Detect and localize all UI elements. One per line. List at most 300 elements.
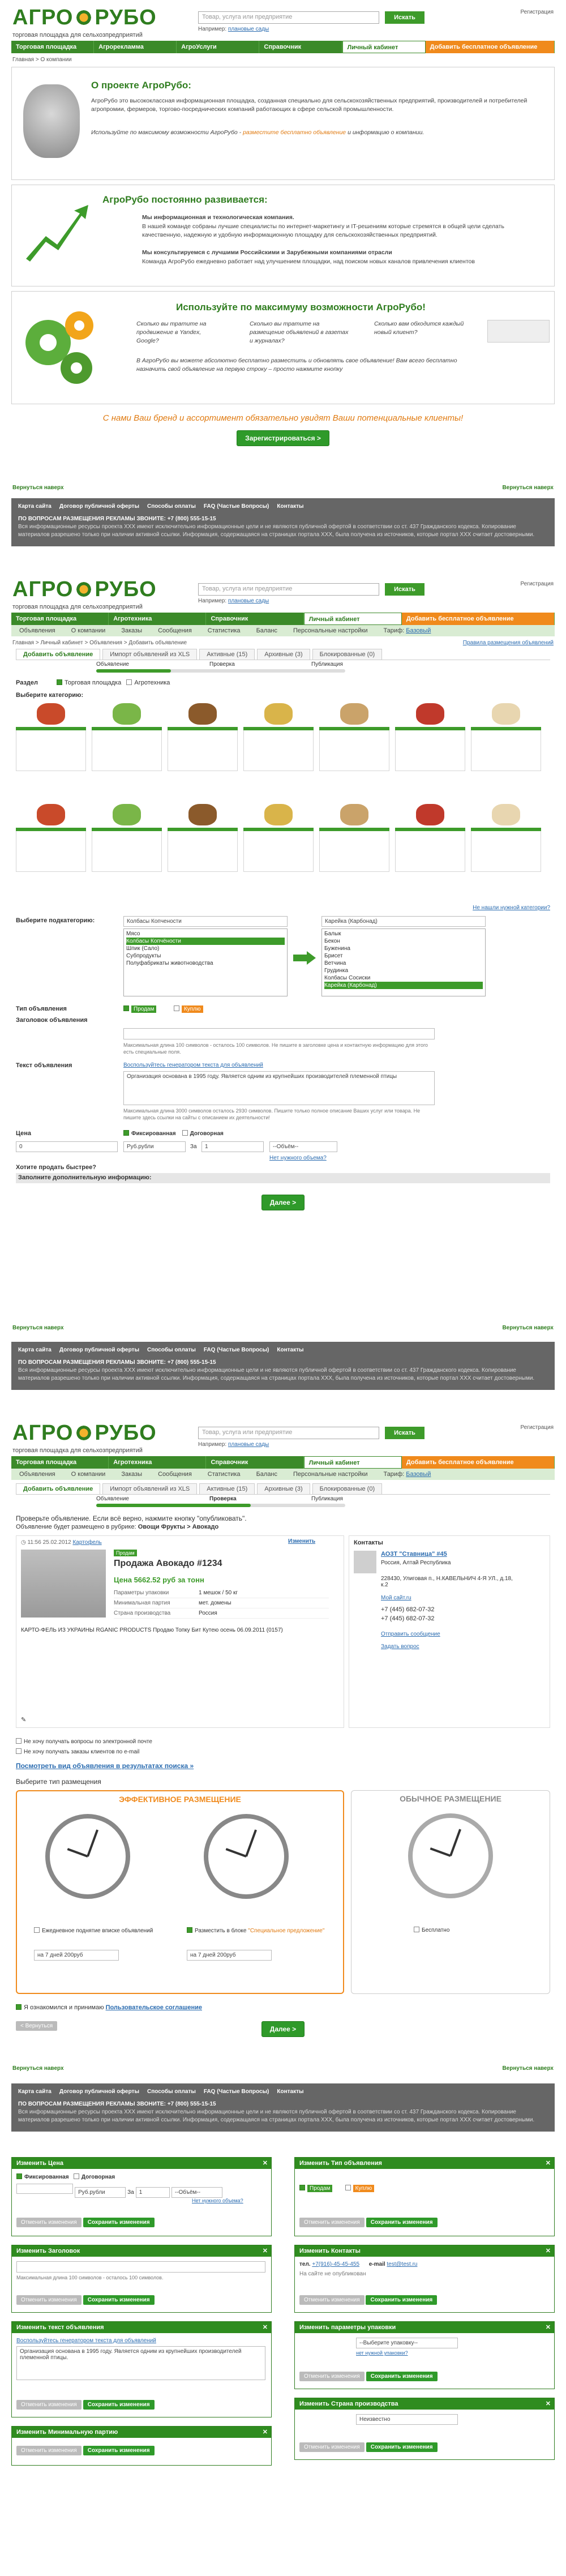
modal-country: Изменить Страна производства ✕ Неизвестно Отменить изменения Сохранить изменения xyxy=(294,2398,555,2460)
opt-daily-raise-check[interactable] xyxy=(34,1927,40,1933)
subcategory-item[interactable]: Буженина xyxy=(324,945,350,952)
tab-blocked[interactable]: Блокированные (0) xyxy=(312,1483,382,1494)
back-to-top-left[interactable]: Вернуться наверх xyxy=(12,485,64,491)
footer-payment[interactable]: Способы оплаты xyxy=(147,2089,196,2095)
category-6[interactable] xyxy=(395,703,465,771)
alarm-clock-icon xyxy=(204,1814,289,1899)
effective-title: ЭФФЕКТИВНОЕ РАЗМЕЩЕНИЕ xyxy=(119,1795,241,1804)
question-3: Сколько вам обходится каждый новый клиент? xyxy=(374,320,464,336)
logo[interactable]: АГРО РУБО xyxy=(12,1421,157,1445)
register-link[interactable]: Регистрация xyxy=(520,1424,554,1431)
tab-active[interactable]: Активные (15) xyxy=(199,649,255,660)
subcategory-item[interactable]: Бекон xyxy=(324,938,340,944)
footer-faq[interactable]: FAQ (Частые Вопросы) xyxy=(203,1347,269,1353)
nav-directory[interactable]: Справочник xyxy=(206,1456,303,1469)
category-7[interactable] xyxy=(471,703,541,771)
opt-no-email-q: Не хочу получать вопросы по электронной почте xyxy=(16,1738,152,1745)
tab-archive[interactable]: Архивные (3) xyxy=(257,1483,310,1494)
rubric-line: Объявление будет размещено в рубрике: Овощи Фрукты > Авокадо xyxy=(16,1524,219,1530)
ad-title: Продажа Авокадо #1234 xyxy=(114,1559,222,1568)
unit-link[interactable]: Нет нужного объема? xyxy=(269,1155,327,1161)
cancel-button[interactable]: Отменить изменения xyxy=(16,2295,82,2305)
back-to-top-left[interactable]: Вернуться наверх xyxy=(12,1325,64,1331)
ad-preview xyxy=(16,1535,344,1728)
title-note: Максимальная длина 100 символов - осталось 100 символов. xyxy=(16,2275,164,2280)
add-ad-page xyxy=(0,572,566,1410)
about-text: АгроРубо это высококлассная информационная площадка, созданная специально для сельскохозяйственных предприятий, производителей и потребителей агропромии, фермеров, торгово-посреднических компаний работающих в сфере сельской промышленности. xyxy=(91,97,528,113)
develop-t2: Команда АгроРубо ежедневно работает над улучшением площадки, над поиском новых каналов привлечения клиентов xyxy=(142,258,475,265)
category-list xyxy=(16,831,86,872)
price-fixed-check[interactable] xyxy=(123,1130,129,1136)
footer-offer[interactable]: Договор публичной оферты xyxy=(59,1347,139,1353)
email-value[interactable]: test@test.ru xyxy=(387,2261,418,2267)
sub-stats[interactable]: Статистика xyxy=(207,1471,241,1478)
unit-select[interactable]: --Объём-- xyxy=(171,2187,222,2198)
close-icon[interactable]: ✕ xyxy=(545,2160,551,2167)
next-button[interactable]: Далее > xyxy=(261,1195,305,1210)
search-button[interactable]: Искать xyxy=(385,583,424,596)
footer-payment[interactable]: Способы оплаты xyxy=(147,503,196,510)
footer xyxy=(11,2083,555,2132)
footer-offer[interactable]: Договор публичной оферты xyxy=(59,2089,139,2095)
subcategory-item[interactable]: Брисет xyxy=(324,953,343,959)
sub-orders[interactable]: Заказы xyxy=(121,627,143,634)
ordinary-title: ОБЫЧНОЕ РАЗМЕЩЕНИЕ xyxy=(400,1794,501,1803)
category-image xyxy=(113,703,141,725)
sub-tariff: Тариф: Базовый xyxy=(383,627,431,634)
pack-select[interactable]: --Выберите упаковку-- xyxy=(356,2338,458,2348)
close-icon[interactable]: ✕ xyxy=(545,2324,551,2331)
ad-photo xyxy=(21,1550,106,1618)
title-input[interactable] xyxy=(123,1028,435,1039)
category-4[interactable] xyxy=(243,804,314,872)
footer-sitemap[interactable]: Карта сайта xyxy=(18,2089,52,2095)
cancel-button[interactable]: Отменить изменения xyxy=(299,2295,365,2305)
tel-value[interactable]: +7(916)-45-45-455 xyxy=(312,2261,360,2267)
rules-link[interactable]: Правила размещения объявлений xyxy=(462,640,554,646)
category-list xyxy=(319,730,389,771)
category-list xyxy=(471,730,541,771)
category-4[interactable] xyxy=(243,703,314,771)
ad-tabs xyxy=(16,649,550,660)
tagline: торговая площадка для сельхозпредприятий xyxy=(12,32,143,38)
sub-balance[interactable]: Баланс xyxy=(256,627,278,634)
cancel-button[interactable]: Отменить изменения xyxy=(16,2218,82,2227)
back-to-top-right[interactable]: Вернуться наверх xyxy=(502,1325,554,1331)
footer-contacts[interactable]: Контакты xyxy=(277,503,304,510)
nav-directory[interactable]: Справочник xyxy=(206,613,303,625)
section-trade-check[interactable] xyxy=(57,679,62,685)
category-7[interactable] xyxy=(471,804,541,872)
cancel-button[interactable]: Отменить изменения xyxy=(299,2442,365,2452)
sun-icon xyxy=(75,581,92,598)
sub-balance[interactable]: Баланс xyxy=(256,1471,278,1478)
cancel-button[interactable]: Отменить изменения xyxy=(299,2218,365,2227)
search-input[interactable]: Товар, услуга или предприятие xyxy=(198,583,379,596)
footer-faq[interactable]: FAQ (Частые Вопросы) xyxy=(203,2089,269,2095)
next-button[interactable]: Далее > xyxy=(261,2021,305,2037)
section-agrotech-check[interactable] xyxy=(126,679,132,685)
tab-add[interactable]: Добавить объявление xyxy=(16,1483,100,1494)
category-6[interactable] xyxy=(395,804,465,872)
tagline: торговая площадка для сельхозпредприятий xyxy=(12,604,143,610)
develop-h2: Мы консультируемся с лучшими Российскими и Зарубежными компаниями отрасли xyxy=(142,249,392,256)
tab-archive[interactable]: Архивные (3) xyxy=(257,649,310,660)
alarm-clock-icon xyxy=(408,1813,493,1898)
tariff-link[interactable]: Базовый xyxy=(406,1471,431,1478)
per-label: За xyxy=(190,1144,197,1150)
unit-select[interactable]: --Объём-- xyxy=(269,1141,337,1152)
no-volume-link[interactable]: Нет нужного объема? xyxy=(192,2198,243,2203)
back-to-top-right[interactable]: Вернуться наверх xyxy=(502,485,554,491)
subcategory-item[interactable]: Шпик (Сало) xyxy=(126,945,160,952)
title-label: Заголовок объявления xyxy=(16,1017,88,1024)
ad-params xyxy=(114,1588,329,1619)
buy-check[interactable] xyxy=(345,2185,351,2190)
ad-tabs xyxy=(16,1483,550,1495)
sub-messages[interactable]: Сообщения xyxy=(158,1471,192,1478)
back-to-top-right[interactable]: Вернуться наверх xyxy=(502,2065,554,2072)
price-options: Фиксированная Договорная xyxy=(123,1130,224,1137)
currency-select[interactable]: Руб.рубли xyxy=(75,2187,126,2198)
search-input[interactable]: Товар, услуга или предприятие xyxy=(198,1427,379,1439)
modal-text: Изменить текст объявления ✕ Воспользуйтесь генератором текста для объявлений Организация основана в 1995 году. Является одним из крупнейших производителей племенной птицы. Отменить изменения Сохранить изменения xyxy=(11,2321,272,2417)
opt-no-email-q-check[interactable] xyxy=(16,1738,22,1744)
nav-trade[interactable]: Торговая площадка xyxy=(11,613,109,625)
search-example: Например: плановые сады xyxy=(198,598,269,604)
tel-1: +7 (445) 682-07-32 xyxy=(381,1606,435,1613)
effective-placement-box xyxy=(16,1790,344,1994)
nav-agrotech[interactable]: Агротехника xyxy=(109,613,206,625)
country-select[interactable]: Неизвестно xyxy=(356,2414,458,2425)
tab-blocked[interactable]: Блокированные (0) xyxy=(312,649,382,660)
close-icon[interactable]: ✕ xyxy=(262,2160,268,2167)
subcategory-item[interactable]: Субпродукты xyxy=(126,953,161,959)
sub-ads[interactable]: Объявления xyxy=(19,1471,55,1478)
category-image xyxy=(492,703,520,725)
type-buy-check[interactable] xyxy=(174,1005,179,1011)
save-button[interactable]: Сохранить изменения xyxy=(83,2218,155,2227)
fixed-check[interactable] xyxy=(16,2173,22,2179)
footer-sitemap[interactable]: Карта сайта xyxy=(18,503,52,510)
text-area[interactable]: Организация основана в 1995 году. Является одним из крупнейших производителей племенной птицы. xyxy=(16,2346,265,2380)
category-list xyxy=(92,831,162,872)
sub-messages[interactable]: Сообщения xyxy=(158,627,192,634)
modal-type: Изменить Тип объявления ✕ Продам Куплю Отменить изменения Сохранить изменения xyxy=(294,2157,555,2236)
agree-line: Я ознакомился и принимаю Пользовательское соглашение xyxy=(16,2004,202,2011)
nav-trade[interactable]: Торговая площадка xyxy=(11,41,94,53)
category-list xyxy=(16,730,86,771)
contacts-panel xyxy=(349,1535,550,1728)
slogan: С нами Ваш бренд и ассортимент обязательно увидят Ваши потенциальные клиенты! xyxy=(102,413,464,423)
nav-agroreklama[interactable]: Агрорекламма xyxy=(94,41,177,53)
back-to-top-left[interactable]: Вернуться наверх xyxy=(12,2065,64,2072)
search-input[interactable]: Товар, услуга или предприятие xyxy=(198,11,379,24)
edit-pencil-icon[interactable]: ✎ xyxy=(21,1717,27,1723)
modal-contacts: Изменить Контакты ✕ тел. +7(916)-45-45-455 e-mail test@test.ru На сайте не опубликован Отменить изменения Сохранить изменения xyxy=(294,2245,555,2313)
opt-no-email-orders: Не хочу получать заказы клиентов по e-mail xyxy=(16,1748,139,1755)
category-1[interactable] xyxy=(16,703,86,771)
progress-steps xyxy=(96,1496,345,1501)
nav-add-ad[interactable]: Добавить бесплатное объявление xyxy=(426,41,555,53)
subcategory-left-select[interactable]: Колбасы Копчености xyxy=(123,916,288,927)
title-input[interactable] xyxy=(16,2261,265,2273)
close-icon[interactable]: ✕ xyxy=(262,2248,268,2254)
opt-free-check[interactable] xyxy=(414,1927,419,1932)
subcategory-item[interactable]: Карейка (Карбонад) xyxy=(324,982,483,989)
ask-question-link[interactable]: Задать вопрос xyxy=(381,1644,419,1650)
close-icon[interactable]: ✕ xyxy=(545,2400,551,2407)
main-nav xyxy=(11,613,555,625)
cancel-button[interactable]: Отменить изменения xyxy=(16,2400,82,2410)
category-list xyxy=(243,730,314,771)
price-input[interactable] xyxy=(16,2184,73,2194)
save-button[interactable]: Сохранить изменения xyxy=(366,2442,438,2452)
tab-import[interactable]: Импорт объявлений из XLS xyxy=(102,1483,197,1494)
subcategory-item[interactable]: Колбасы Сосиски xyxy=(324,975,371,981)
text-area[interactable]: Организация основана в 1995 году. Является одним из крупнейших производителей племенной птицы xyxy=(123,1071,435,1105)
category-5[interactable] xyxy=(319,703,389,771)
qty-input[interactable]: 1 xyxy=(136,2187,170,2198)
sub-company[interactable]: О компании xyxy=(71,1471,106,1478)
donkey-image xyxy=(23,84,80,158)
category-2[interactable] xyxy=(92,703,162,771)
footer-faq[interactable]: FAQ (Частые Вопросы) xyxy=(203,503,269,510)
footer-phone: ПО ВОПРОСАМ РАЗМЕЩЕНИЯ РЕКЛАМЫ ЗВОНИТЕ: +7 (800) 555-15-15 xyxy=(18,1359,216,1366)
nav-agroservices[interactable]: АгроУслуги xyxy=(177,41,259,53)
category-3[interactable] xyxy=(168,804,238,872)
main-nav xyxy=(11,41,555,53)
register-link[interactable]: Регистрация xyxy=(520,9,554,15)
subcategory-item[interactable]: Грудинка xyxy=(324,968,349,974)
about-page xyxy=(0,0,566,566)
category-image xyxy=(37,703,65,725)
opt-special-block-check[interactable] xyxy=(187,1927,192,1933)
company-address: 228430, Улиговая п., Н.КАВЕЛЬНИЧ 4-Я УЛ., д.18, к.2 xyxy=(381,1576,513,1588)
search-example: Например: плановые сады xyxy=(198,26,269,32)
price-input[interactable]: 0 xyxy=(16,1141,118,1152)
main-nav xyxy=(11,1456,555,1469)
question-2: Сколько вы тратите на размещение объявлений в газетах и журналах? xyxy=(250,320,349,344)
develop-block xyxy=(11,185,555,286)
sub-settings[interactable]: Персональные настройки xyxy=(293,1471,368,1478)
ad-category-link[interactable]: Картофель xyxy=(72,1539,102,1546)
register-button[interactable]: Зарегистрироваться > xyxy=(237,430,329,446)
param-label: Минимальная партия xyxy=(114,1600,170,1606)
back-button[interactable]: < Вернуться xyxy=(16,2021,57,2031)
save-button[interactable]: Сохранить изменения xyxy=(83,2295,155,2305)
about-cta-link[interactable]: разместите бесплатно объявление xyxy=(243,129,346,136)
footer-phone: ПО ВОПРОСАМ РАЗМЕЩЕНИЯ РЕКЛАМЫ ЗВОНИТЕ: +7 (800) 555-15-15 xyxy=(18,516,216,522)
cancel-button[interactable]: Отменить изменения xyxy=(299,2372,365,2381)
cabinet-subnav xyxy=(11,1469,555,1480)
modal-min: Изменить Минимальную партию ✕ Отменить изменения Сохранить изменения xyxy=(11,2426,272,2466)
opt-free: Бесплатно xyxy=(414,1927,449,1933)
register-link[interactable]: Регистрация xyxy=(520,581,554,587)
daily-raise-select[interactable]: на 7 дней 200руб xyxy=(34,1950,119,1961)
category-1[interactable] xyxy=(16,804,86,872)
arrow-right-icon xyxy=(293,951,316,965)
text-generator-link[interactable]: Воспользуйтесь генератором текста для объявлений xyxy=(16,2338,156,2344)
progress-steps xyxy=(96,661,345,667)
text-generator-link[interactable]: Воспользуйтесь генератором текста для объявлений xyxy=(123,1062,263,1068)
param-label: Параметры упаковки xyxy=(114,1590,169,1596)
close-icon[interactable]: ✕ xyxy=(262,2429,268,2436)
develop-title: АгроРубо постоянно развивается: xyxy=(102,194,268,205)
category-2[interactable] xyxy=(92,804,162,872)
more-info-toggle[interactable]: Заполните дополнительную информацию: xyxy=(16,1173,550,1183)
gears-donkey-image xyxy=(20,303,105,388)
save-button[interactable]: Сохранить изменения xyxy=(83,2400,155,2410)
search-button[interactable]: Искать xyxy=(385,11,424,24)
opt-no-email-orders-check[interactable] xyxy=(16,1748,22,1754)
nav-add-ad[interactable]: Добавить бесплатное объявление xyxy=(402,613,555,625)
footer-sitemap[interactable]: Карта сайта xyxy=(18,1347,52,1353)
type-sell-check[interactable] xyxy=(123,1005,129,1011)
company-site[interactable]: Мой сайт.ru xyxy=(381,1595,411,1601)
preview-link[interactable]: Посмотреть вид объявления в результатах поиска » xyxy=(16,1762,194,1770)
opt-special-block: Разместить в блоке "Специальное предложение" xyxy=(187,1927,334,1934)
use-text: В АгроРубо вы можете абсолютно бесплатно разместить и обновлять свое объявление! Вам всего бесплатно назначить свой объявление на первую строку – просто нажмите кнопку xyxy=(136,357,457,373)
sub-ads[interactable]: Объявления xyxy=(19,627,55,634)
step-publish: Публикация xyxy=(311,661,343,667)
search-example-link[interactable]: плановые сады xyxy=(228,598,269,604)
category-image xyxy=(340,703,368,725)
tagline: торговая площадка для сельхозпредприятий xyxy=(12,1447,143,1454)
no-category-link[interactable]: Не нашли нужной категории? xyxy=(473,905,550,911)
logo[interactable]: АГРО РУБО xyxy=(12,6,157,29)
save-button[interactable]: Сохранить изменения xyxy=(366,2372,438,2381)
price-neg-check[interactable] xyxy=(182,1130,188,1136)
nav-add-ad[interactable]: Добавить бесплатное объявление xyxy=(402,1456,555,1469)
footer-contacts[interactable]: Контакты xyxy=(277,1347,304,1353)
special-block-select[interactable]: на 7 дней 200руб xyxy=(187,1950,272,1961)
category-image xyxy=(37,804,65,825)
question-1: Сколько вы тратите на продвижение в Yandex, Google? xyxy=(136,320,207,344)
tariff-link[interactable]: Базовый xyxy=(406,627,431,634)
company-location: Россия, Алтай Республика xyxy=(381,1560,451,1566)
text-note: Максимальная длина 3000 символов осталось 2930 символов. Пишите только полное описание Ваших услуг или товара. Не пишите здесь ссылки на сайты с описанием их деятельности! xyxy=(123,1108,421,1120)
nav-cabinet[interactable]: Личный кабинет xyxy=(342,41,426,53)
subcategory-item[interactable]: Полуфабрикаты животноводства xyxy=(126,960,213,966)
tab-active[interactable]: Активные (15) xyxy=(199,1483,255,1494)
footer-text: Вся информационные ресурсы проекта ХХХ имеют исключительно информационные цели и не являются публичной офертой в соответствии со ст. 437 Гражданского кодекса. Копирование материалов разрешено только при наличии активной ссылки. Информация, содержащаяся на страницах портала ХХХ, была получена из источников, которые портал ХХХ считает достоверными. xyxy=(18,2109,535,2123)
param-row xyxy=(114,1598,329,1608)
develop-t1: В нашей команде собраны лучшие специалисты по интернет-маркетингу и IT-решениям которые стремятся в общей цели сделать качественную, надежную и удобную информационную площадку для сельскохозяйственных предприятий. xyxy=(142,223,504,238)
text-label: Текст объявления xyxy=(16,1062,72,1069)
alarm-clock-icon xyxy=(45,1814,130,1899)
footer-contacts[interactable]: Контакты xyxy=(277,2089,304,2095)
category-list xyxy=(168,831,238,872)
close-icon[interactable]: ✕ xyxy=(262,2324,268,2331)
qty-input[interactable]: 1 xyxy=(201,1141,264,1152)
develop-h1: Мы информационная и технологическая компания. xyxy=(142,214,294,221)
logo[interactable]: АГРО РУБО xyxy=(12,577,157,601)
step-check: Проверка xyxy=(209,661,235,667)
category-5[interactable] xyxy=(319,804,389,872)
close-icon[interactable]: ✕ xyxy=(545,2248,551,2254)
sub-stats[interactable]: Статистика xyxy=(207,627,241,634)
category-image xyxy=(340,804,368,825)
agree-check[interactable] xyxy=(16,2004,22,2010)
category-list xyxy=(395,730,465,771)
step-ad: Объявление xyxy=(96,661,129,667)
search-button[interactable]: Искать xyxy=(385,1427,424,1439)
footer xyxy=(11,498,555,546)
subcategory-item[interactable]: Мясо xyxy=(126,931,140,937)
about-block xyxy=(11,67,555,180)
save-button[interactable]: Сохранить изменения xyxy=(366,2218,438,2227)
ad-price: Цена 5662.52 руб за тонн xyxy=(114,1576,204,1584)
subcategory-right-list[interactable] xyxy=(321,928,486,996)
opt-daily-raise: Ежедневное поднятие вписке объявлений xyxy=(34,1927,170,1934)
subcategory-item[interactable]: Ветчина xyxy=(324,960,346,966)
subcategory-item[interactable]: Колбасы Копчёности xyxy=(126,938,285,945)
currency-select[interactable]: Руб.рубли xyxy=(123,1141,186,1152)
modal-pack: Изменить параметры упаковки ✕ --Выберите упаковку-- нет нужной упаковки? Отменить изменения Сохранить изменения xyxy=(294,2321,555,2389)
agree-link[interactable]: Пользовательское соглашение xyxy=(105,2004,202,2011)
category-list xyxy=(168,730,238,771)
sub-orders[interactable]: Заказы xyxy=(121,1471,143,1478)
about-title: О проекте АгроРубо: xyxy=(91,80,191,91)
send-message-link[interactable]: Отправить сообщение xyxy=(381,1631,440,1637)
footer-offer[interactable]: Договор публичной оферты xyxy=(59,503,139,510)
sub-settings[interactable]: Персональные настройки xyxy=(293,627,368,634)
company-name[interactable]: АО3Т "Ставница" #45 xyxy=(381,1551,447,1557)
tab-add[interactable]: Добавить объявление xyxy=(16,649,100,660)
category-list xyxy=(319,831,389,872)
save-button[interactable]: Сохранить изменения xyxy=(83,2446,155,2455)
sub-tariff: Тариф: Базовый xyxy=(383,1471,431,1478)
tab-import[interactable]: Импорт объявлений из XLS xyxy=(102,649,197,660)
subcategory-item[interactable]: Балык xyxy=(324,931,341,937)
nav-agrotech[interactable]: Агротехника xyxy=(109,1456,206,1469)
save-button[interactable]: Сохранить изменения xyxy=(366,2295,437,2305)
neg-check[interactable] xyxy=(74,2173,79,2179)
subcategory-label: Выберите подкатегорию: xyxy=(16,917,95,924)
nav-cabinet[interactable]: Личный кабинет xyxy=(304,1456,402,1469)
nav-directory[interactable]: Справочник xyxy=(259,41,342,53)
cancel-button[interactable]: Отменить изменения xyxy=(16,2446,82,2455)
category-image xyxy=(416,804,444,825)
no-pack-link[interactable]: нет нужной упаковки? xyxy=(356,2350,408,2356)
footer-text: Вся информационные ресурсы проекта ХХХ имеют исключительно информационные цели и не являются публичной офертой в соответствии со ст. 437 Гражданского кодекса. Копирование материалов разрешено только при наличии активной ссылки. Информация, содержащаяся на страницах портала ХХХ, была получена из источников, которые портал ХХХ считает достоверными. xyxy=(18,1367,535,1381)
param-value: мет. домены xyxy=(199,1600,231,1606)
param-label: Страна производства xyxy=(114,1610,171,1616)
param-value: 1 мешок / 50 кг xyxy=(199,1590,238,1596)
type-options: Продам Куплю xyxy=(123,1005,203,1012)
search-example-link[interactable]: плановые сады xyxy=(228,26,269,32)
edit-rubric-link[interactable]: Изменить xyxy=(288,1538,316,1544)
per-label: За xyxy=(127,2189,134,2196)
type-label: Тип объявления xyxy=(16,1005,67,1012)
category-3[interactable] xyxy=(168,703,238,771)
edit-modals xyxy=(0,2157,566,2576)
footer-payment[interactable]: Способы оплаты xyxy=(147,1347,196,1353)
subcategory-left-list[interactable] xyxy=(123,928,288,996)
sub-company[interactable]: О компании xyxy=(71,627,106,634)
ad-date: ◷ 11:56 25.02.2012 Картофель xyxy=(21,1539,102,1546)
nav-trade[interactable]: Торговая площадка xyxy=(11,1456,109,1469)
sun-icon xyxy=(75,9,92,26)
sell-check[interactable] xyxy=(299,2185,305,2190)
subcategory-right-select[interactable]: Карейка (Карбонад) xyxy=(321,916,486,927)
nav-cabinet[interactable]: Личный кабинет xyxy=(304,613,402,625)
param-row xyxy=(114,1588,329,1598)
search-example-link[interactable]: плановые сады xyxy=(228,1441,269,1448)
sun-icon xyxy=(75,1424,92,1441)
category-image xyxy=(492,804,520,825)
